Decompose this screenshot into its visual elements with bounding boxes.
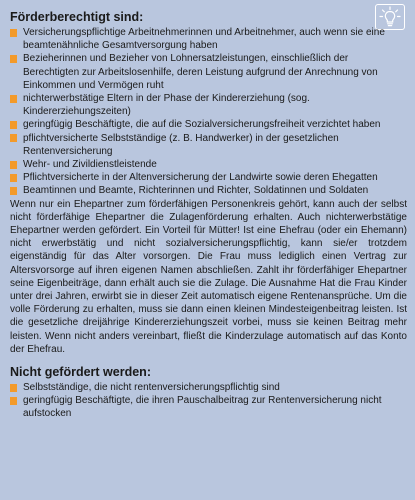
list-item: pflichtversicherte Selbstständige (z. B. Handwerker) in der gesetzlichen Rentenversicherung bbox=[10, 132, 407, 158]
bullet-square-icon bbox=[10, 187, 17, 195]
bullet-square-icon bbox=[10, 384, 17, 392]
list-item: Bezieherinnen und Bezieher von Lohnersatzleistungen, einschließlich der Berechtigten zur Arbeitslosenhilfe, deren Leistung aufgrund der Anrechnung von Einkommen und Vermögen ruht bbox=[10, 52, 407, 92]
not-eligible-list bbox=[10, 381, 407, 421]
spouse-paragraph: Wenn nur ein Ehepartner zum förderfähigen Personenkreis gehört, kann auch der selbst nicht förderfähige Ehepartner die Zulagenförderung erhalten. Auch nichterwerbstätige Ehepartner werden gefördert. Ein Vorteil für Mütter! Ist eine Ehefrau (oder ein Ehemann) nicht erwerbstätig und nicht sozialversicherungspflichtig, kann sie/er trotzdem eigenständig für das Alter vorsorgen. Die Frau muss lediglich einen Vertrag zur Altersvorsorge auf ihren eigenen Namen abschließen. Zahlt ihr förderfähiger Ehepartner seine Eigenbeiträge, dann erhält auch sie die Zulage. Die Ausnahme Hat die Frau Kinder unter drei Jahren, erwirbt sie in dieser Zeit automatisch eigene Rentenansprüche. Um die volle Förderung zu erhalten, muss sie dann einen kleinen Mindesteigenbeitrag leisten. Ist die gesetzliche dreijährige Kindererziehungszeit vorbei, muss sie keinen Beitrag mehr leisten. Wenn nicht anders vereinbart, fließt die Kinderzulage automatisch auf das Konto der Ehefrau. bbox=[10, 198, 407, 355]
section-title-not-eligible: Nicht gefördert werden: bbox=[10, 365, 151, 380]
bullet-square-icon bbox=[10, 121, 17, 129]
bullet-square-icon bbox=[10, 161, 17, 169]
bullet-square-icon bbox=[10, 397, 17, 405]
list-item: Pflichtversicherte in der Altenversicherung der Landwirte sowie deren Ehegatten bbox=[10, 171, 407, 184]
bullet-square-icon bbox=[10, 134, 17, 142]
bullet-square-icon bbox=[10, 55, 17, 63]
list-item: Beamtinnen und Beamte, Richterinnen und Richter, Soldatinnen und Soldaten bbox=[10, 184, 407, 197]
bullet-square-icon bbox=[10, 95, 17, 103]
list-item: Wehr- und Zivildienstleistende bbox=[10, 158, 407, 171]
list-item: Versicherungspflichtige Arbeitnehmerinnen und Arbeitnehmer, auch wenn sie eine beamtenähnliche Gesamtversorgung haben bbox=[10, 26, 407, 52]
bullet-square-icon bbox=[10, 29, 17, 37]
section-title-eligible: Förderberechtigt sind: bbox=[10, 10, 144, 24]
bullet-square-icon bbox=[10, 174, 17, 182]
list-item: Selbstständige, die nicht rentenversicherungspflichtig sind bbox=[10, 381, 407, 394]
eligible-list bbox=[10, 26, 407, 198]
list-item: geringfügig Beschäftigte, die ihren Pauschalbeitrag zur Rentenversicherung nicht aufstocken bbox=[10, 394, 407, 420]
list-item: nichterwerbstätige Eltern in der Phase der Kindererziehung (sog. Kindererziehungszeiten) bbox=[10, 92, 407, 118]
list-item: geringfügig Beschäftigte, die auf die Sozialversicherungsfreiheit verzichtet haben bbox=[10, 118, 407, 131]
